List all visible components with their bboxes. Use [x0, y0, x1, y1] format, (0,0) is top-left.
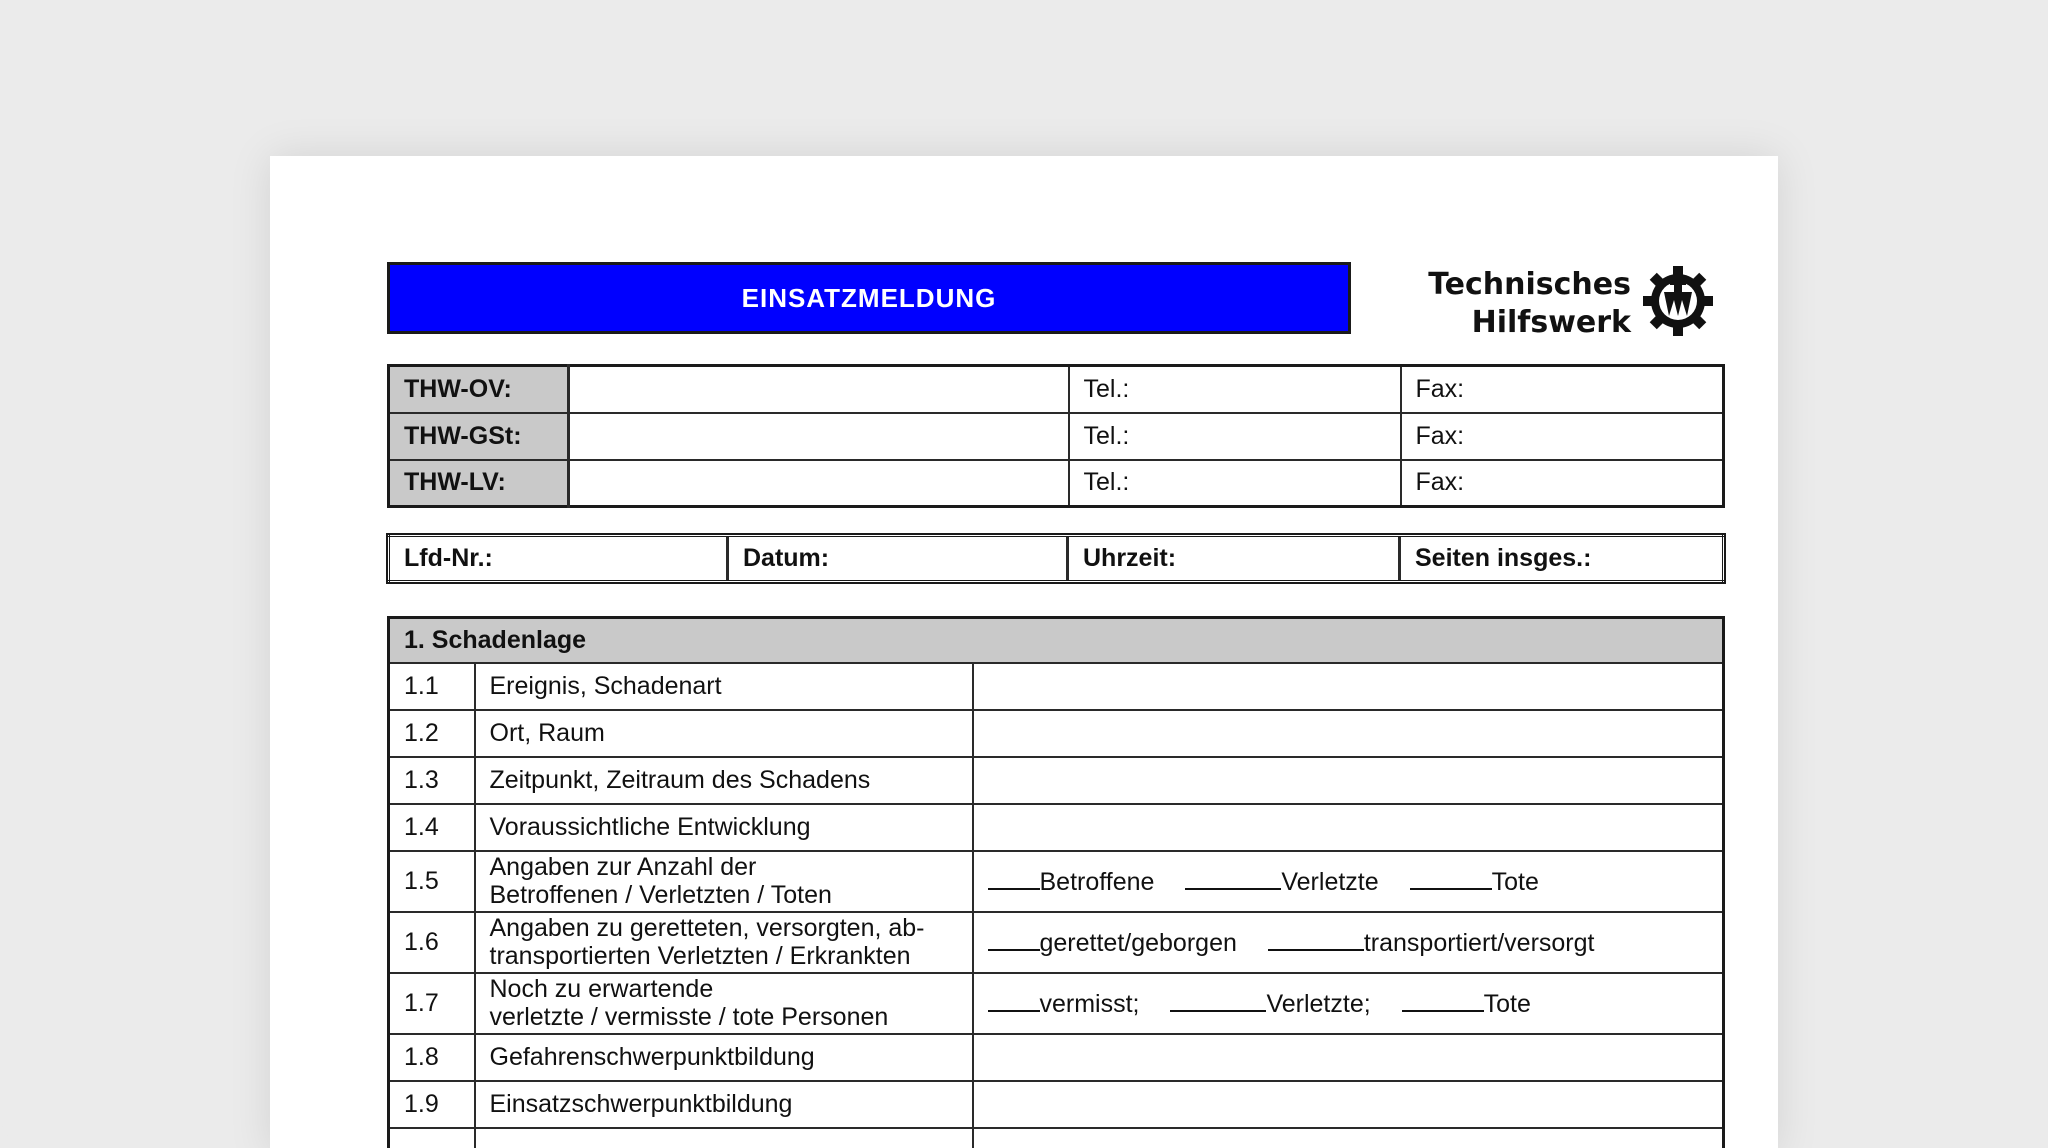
contact-value-field[interactable]: [569, 366, 1069, 413]
section-heading: 1. Schadenlage: [389, 618, 1724, 663]
row-description: [475, 1128, 973, 1148]
fax-field[interactable]: Fax:: [1401, 460, 1724, 507]
thw-logo: [1417, 262, 1727, 342]
table-row: [389, 663, 1724, 710]
contact-label: THW-GSt:: [389, 413, 569, 460]
fax-field[interactable]: Fax:: [1401, 366, 1724, 413]
blank-line[interactable]: [1170, 988, 1266, 1012]
row-value-field[interactable]: [973, 912, 1724, 973]
table-row: [389, 804, 1724, 851]
tel-field[interactable]: Tel.:: [1069, 413, 1401, 460]
row-description-line: transportierten Verletzten / Erkrankten: [489, 942, 911, 970]
row-description: Ereignis, Schadenart: [475, 663, 973, 710]
table-row: [389, 973, 1724, 1034]
row-value-field[interactable]: [973, 663, 1724, 710]
datum-field[interactable]: Datum:: [728, 536, 1068, 582]
lfd-nr-field[interactable]: Lfd-Nr.:: [389, 536, 728, 582]
blank-line[interactable]: [1185, 866, 1281, 890]
field-label: gerettet/geborgen: [1039, 928, 1237, 957]
row-number: 1.2: [389, 710, 475, 757]
document-page: [270, 156, 1778, 1148]
field-label: Tote: [1483, 989, 1531, 1018]
field-label: vermisst;: [1039, 989, 1140, 1018]
blank-line[interactable]: [988, 988, 1040, 1012]
row-value-field[interactable]: [973, 804, 1724, 851]
row-description-line: verletzte / vermisste / tote Personen: [489, 1003, 889, 1031]
contact-label: THW-OV:: [389, 366, 569, 413]
contact-value-field[interactable]: [569, 460, 1069, 507]
field-label: Verletzte;: [1266, 989, 1371, 1018]
tel-field[interactable]: Tel.:: [1069, 366, 1401, 413]
field-label: Verletzte: [1281, 867, 1379, 896]
row-number: 1.5: [389, 851, 475, 912]
row-description: [475, 912, 973, 973]
row-description-line: Angaben zu geretteten, versorgten, ab-: [489, 914, 925, 942]
logo-line-1: Technisches: [1428, 267, 1631, 302]
field-label: transportiert/versorgt: [1363, 928, 1595, 957]
table-row: [389, 912, 1724, 973]
form-content: [387, 262, 1723, 1148]
contact-row-lv: [389, 460, 1724, 507]
uhrzeit-field[interactable]: Uhrzeit:: [1068, 536, 1400, 582]
row-description: Ort, Raum: [475, 710, 973, 757]
row-description: [475, 973, 973, 1034]
row-number: 1.9: [389, 1081, 475, 1128]
contact-label: THW-LV:: [389, 460, 569, 507]
thw-cogwheel-emblem-icon: [1641, 264, 1715, 338]
row-value-field[interactable]: [973, 851, 1724, 912]
table-row: [389, 851, 1724, 912]
row-number: 1.7: [389, 973, 475, 1034]
row-description-line: Noch zu erwartende: [489, 975, 714, 1003]
row-description: Voraussichtliche Entwicklung: [475, 804, 973, 851]
table-row: [389, 757, 1724, 804]
meta-row: [389, 536, 1724, 582]
form-header: [387, 262, 1723, 340]
schadenlage-table: [387, 616, 1725, 1148]
meta-table: [387, 534, 1725, 583]
row-description: [475, 851, 973, 912]
blank-line[interactable]: [1402, 988, 1484, 1012]
field-label: Tote: [1491, 867, 1539, 896]
row-value-field[interactable]: [973, 757, 1724, 804]
row-number: 1.8: [389, 1034, 475, 1081]
row-description: Gefahrenschwerpunktbildung: [475, 1034, 973, 1081]
fax-field[interactable]: Fax:: [1401, 413, 1724, 460]
row-value-field[interactable]: [973, 1081, 1724, 1128]
table-row: [389, 1128, 1724, 1148]
form-title: EINSATZMELDUNG: [387, 262, 1351, 334]
row-number: 1.1: [389, 663, 475, 710]
row-number: 1.4: [389, 804, 475, 851]
row-number: [389, 1128, 475, 1148]
row-value-field[interactable]: [973, 1034, 1724, 1081]
blank-line[interactable]: [988, 866, 1040, 890]
table-row: [389, 1034, 1724, 1081]
row-number: 1.6: [389, 912, 475, 973]
tel-field[interactable]: Tel.:: [1069, 460, 1401, 507]
section-heading-row: [389, 618, 1724, 663]
row-value-field[interactable]: [973, 973, 1724, 1034]
row-number: 1.3: [389, 757, 475, 804]
logo-line-2: Hilfswerk: [1471, 305, 1631, 340]
row-description: Zeitpunkt, Zeitraum des Schadens: [475, 757, 973, 804]
table-row: [389, 1081, 1724, 1128]
row-description: Einsatzschwerpunktbildung: [475, 1081, 973, 1128]
table-row: [389, 710, 1724, 757]
blank-line[interactable]: [1410, 866, 1492, 890]
contacts-table: [387, 364, 1725, 508]
contact-row-gst: [389, 413, 1724, 460]
logo-text: [1428, 266, 1631, 342]
row-description-line: Angaben zur Anzahl der: [489, 853, 757, 881]
contact-value-field[interactable]: [569, 413, 1069, 460]
blank-line[interactable]: [988, 927, 1040, 951]
row-value-field[interactable]: [973, 1128, 1724, 1148]
seiten-field[interactable]: Seiten insges.:: [1400, 536, 1724, 582]
blank-line[interactable]: [1268, 927, 1364, 951]
contact-row-ov: [389, 366, 1724, 413]
row-description-line: Betroffenen / Verletzten / Toten: [489, 881, 832, 909]
row-value-field[interactable]: [973, 710, 1724, 757]
field-label: Betroffene: [1039, 867, 1155, 896]
